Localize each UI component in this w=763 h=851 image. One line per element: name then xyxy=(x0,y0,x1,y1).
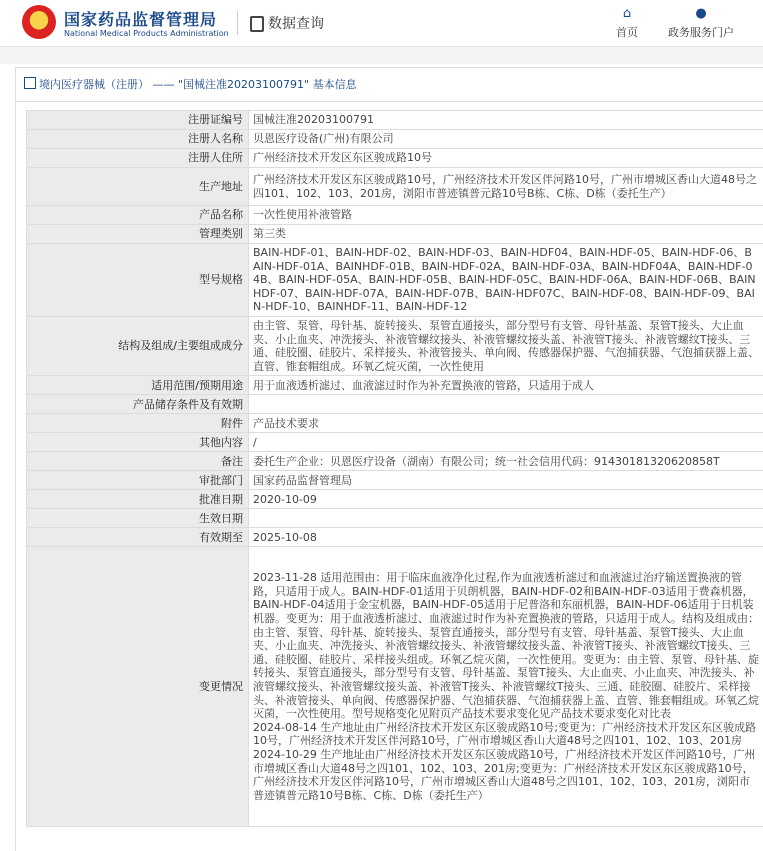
field-value xyxy=(249,395,763,414)
table-row xyxy=(27,547,763,827)
nav-gov-portal[interactable] xyxy=(668,8,734,40)
field-value: 贝恩医疗设备(广州)有限公司 xyxy=(249,130,763,149)
field-value: 2020-10-09 xyxy=(249,490,763,509)
field-value: 国械注准20203100791 xyxy=(249,111,763,130)
field-label: 其他内容 xyxy=(27,433,249,452)
table-row xyxy=(27,225,763,244)
table-row xyxy=(27,244,763,317)
table-row xyxy=(27,168,763,206)
field-value xyxy=(249,509,763,528)
detail-panel xyxy=(15,67,763,851)
table-row xyxy=(27,471,763,490)
data-query-label: 数据查询 xyxy=(268,16,324,32)
site-name[interactable]: 国家药品监督管理局 xyxy=(64,7,217,30)
field-label: 产品储存条件及有效期 xyxy=(27,395,249,414)
table-row xyxy=(27,130,763,149)
table-row xyxy=(27,490,763,509)
field-value: / xyxy=(249,433,763,452)
table-row xyxy=(27,111,763,130)
field-value: 2023-11-28 适用范围由：用于临床血液净化过程,作为血液透析滤过和血液滤过治疗输送置换液的管路，只适用于成人。BAIN-HDF-01适用于贝朗机器，BAIN-HDF-02和BAIN-HDF-03适用于费森机器，BAIN-HDF-04适用于金宝机器，BAIN-HDF-05适用于尼普洛和东丽机器，BAIN-HDF-06适用于日机装机器。变更为：用于血液透析滤过、血液滤过时作为补充置换液的管路，只适用于成人。结构及组成由：由主管、泵管、母针基、旋转接头、泵管直通接头，部分型号有支管、母针基盖、泵管T接头、大止血夹、小止血夹、冲洗接头、补液管螺纹接头、补液管螺纹接头盖、补液管T接头、补液管螺纹T接头、三通、硅胶圈、硅胶片、采样接头组成。环氧乙烷灭菌，一次性使用。变更为：由主管、泵管、母针基、旋转接头、泵管直通接头，部分型号有支管、母针基盖、泵管T接头、大止血夹、小止血夹、冲洗接头、补液管螺纹接头、补液管螺纹接头盖、补液管T接头、补液管螺纹T接头、三通、硅胶圈、硅胶片、采样接头、补液管接头、单向阀、传感器保护器、气泡捕获器、气泡捕获器上盖、直管、锥套帽组成。环氧乙烷灭菌，一次性使用。型号规格变化见附页产品技术要求变化见产品技术要求变化对比表 2024-08-14 生产地址由广州经济技术开发区东区骏成路10号;变更为：广州经济技术开发区东区骏成路10号，广州经济技术开发区伴河路10号，广州市增城区香山大道48号之四101、102、103、201房 2024-10-29 生产地址由广州经济技术开发区东区骏成路10号，广州经济技术开发区伴河路10号，广州市增城区香山大道48号之四101、102、103、201房;变更为：广州经济技术开发区东区骏成路10号，广州经济技术开发区伴河路10号，广州市增城区香山大道48号之四101、102、103、201房，浏阳市普迹镇普元路10号B栋、C栋、D栋（委托生产） xyxy=(249,547,763,827)
header-divider xyxy=(237,11,238,35)
field-label: 注册证编号 xyxy=(27,111,249,130)
field-label: 产品名称 xyxy=(27,206,249,225)
field-label: 批准日期 xyxy=(27,490,249,509)
nav-gov-portal-label: 政务服务门户 xyxy=(668,26,734,39)
home-icon: ⌂ xyxy=(620,8,634,20)
national-emblem-logo xyxy=(22,5,56,39)
breadcrumb xyxy=(16,68,763,102)
field-label: 审批部门 xyxy=(27,471,249,490)
field-value: 广州经济技术开发区东区骏成路10号，广州经济技术开发区伴河路10号，广州市增城区香山大道48号之四101、102、103、201房，浏阳市普迹镇普元路10号B栋、C栋、D栋（委托生产） xyxy=(249,168,763,206)
field-value: 委托生产企业：贝恩医疗设备（湖南）有限公司；统一社会信用代码：91430181320620858T xyxy=(249,452,763,471)
table-row xyxy=(27,452,763,471)
field-value: 广州经济技术开发区东区骏成路10号 xyxy=(249,149,763,168)
field-value: 一次性使用补液管路 xyxy=(249,206,763,225)
field-value: 2025-10-08 xyxy=(249,528,763,547)
table-row xyxy=(27,395,763,414)
table-row xyxy=(27,316,763,375)
field-label: 生产地址 xyxy=(27,168,249,206)
breadcrumb-home-icon xyxy=(24,77,36,89)
field-label: 管理类别 xyxy=(27,225,249,244)
table-row xyxy=(27,376,763,395)
field-label: 附件 xyxy=(27,414,249,433)
table-row xyxy=(27,206,763,225)
field-value: 产品技术要求 xyxy=(249,414,763,433)
field-value: 国家药品监督管理局 xyxy=(249,471,763,490)
field-label: 注册人住所 xyxy=(27,149,249,168)
site-header xyxy=(0,0,763,47)
field-label: 生效日期 xyxy=(27,509,249,528)
field-label: 型号规格 xyxy=(27,244,249,317)
table-row xyxy=(27,509,763,528)
search-document-icon xyxy=(250,16,264,32)
field-value: 由主管、泵管、母针基、旋转接头、泵管直通接头，部分型号有支管、母针基盖、泵管T接头、大止血夹、小止血夹、冲洗接头、补液管螺纹接头、补液管螺纹接头盖、补液管T接头、补液管螺纹T接头、三通、硅胶圈、硅胶片、采样接头、补液管接头、单向阀、传感器保护器、气泡捕获器、气泡捕获器上盖、直管、锥套帽组成。环氧乙烷灭菌，一次性使用 xyxy=(249,316,763,375)
header-band xyxy=(0,47,763,64)
field-value: 用于血液透析滤过、血液滤过时作为补充置换液的管路，只适用于成人 xyxy=(249,376,763,395)
data-query-title xyxy=(250,13,324,33)
field-label: 注册人名称 xyxy=(27,130,249,149)
nav-home-label: 首页 xyxy=(616,26,638,39)
field-value: 第三类 xyxy=(249,225,763,244)
field-value: BAIN-HDF-01、BAIN-HDF-02、BAIN-HDF-03、BAIN-HDF04、BAIN-HDF-05、BAIN-HDF-06、BAIN-HDF-01A、BAINHDF-01B、BAIN-HDF-02A、BAIN-HDF-03A、BAIN-HDF04A、BAIN-HDF-04B、BAIN-HDF-05A、BAIN-HDF-05B、BAIN-HDF-05C、BAIN-HDF-06A、BAIN-HDF-06B、BAINHDF-07、BAIN-HDF-07A、BAIN-HDF-07B、BAIN-HDF07C、BAIN-HDF-08、BAIN-HDF-09、BAIN-HDF-10、BAINHDF-11、BAIN-HDF-12 xyxy=(249,244,763,317)
field-label: 有效期至 xyxy=(27,528,249,547)
table-row xyxy=(27,433,763,452)
nav-home[interactable] xyxy=(616,8,638,40)
user-icon: ● xyxy=(694,8,708,20)
table-row xyxy=(27,528,763,547)
table-row xyxy=(27,414,763,433)
field-label: 备注 xyxy=(27,452,249,471)
site-name-en: National Medical Products Administration xyxy=(64,29,229,38)
field-label: 变更情况 xyxy=(27,547,249,827)
field-label: 适用范围/预期用途 xyxy=(27,376,249,395)
registration-info-table xyxy=(26,110,763,827)
table-row xyxy=(27,149,763,168)
field-label: 结构及组成/主要组成成分 xyxy=(27,316,249,375)
breadcrumb-text[interactable]: 境内医疗器械（注册） —— "国械注准20203100791" 基本信息 xyxy=(39,78,357,91)
